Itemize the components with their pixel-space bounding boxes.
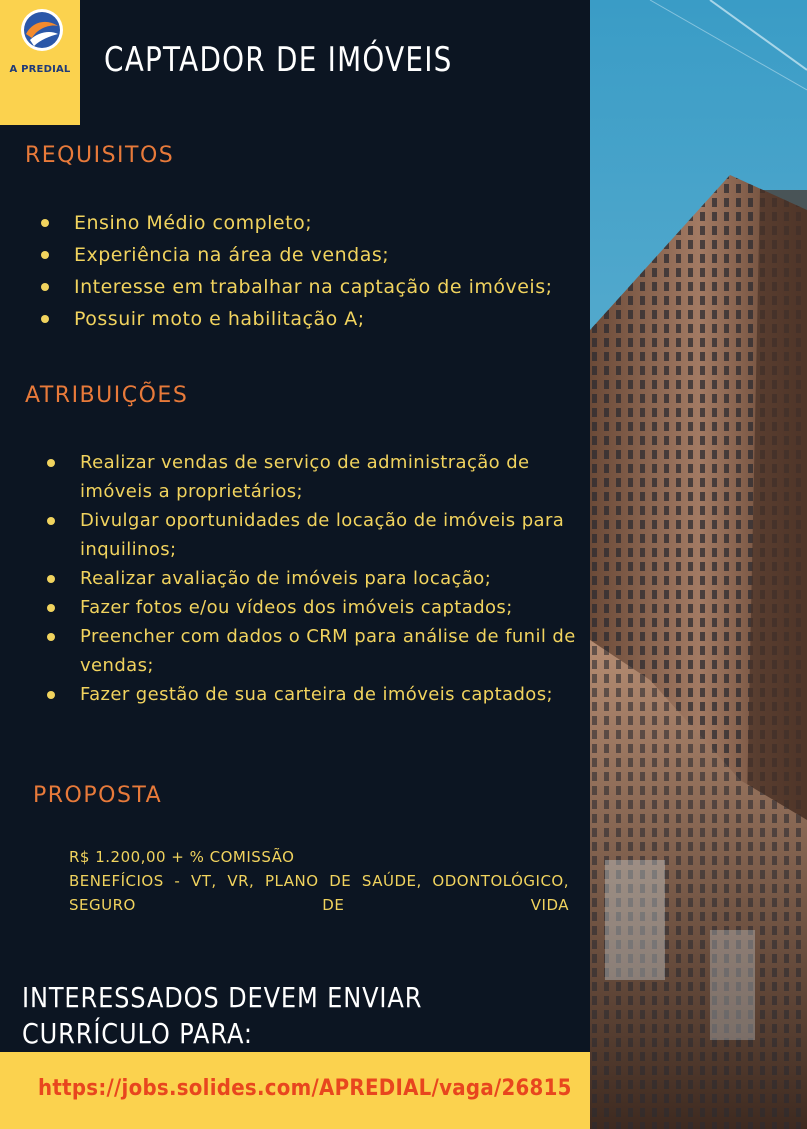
brand-name: A PREDIAL: [9, 64, 71, 75]
cta-text: [22, 980, 452, 1052]
requisitos-list: [32, 207, 577, 335]
salary-text: R$ 1.200,00 + % COMISSÃO: [69, 848, 295, 866]
list-item: Divulgar oportunidades de locação de imóveis para inquilinos;: [38, 506, 578, 564]
cta-line-1: INTERESSADOS DEVEM ENVIAR: [22, 981, 423, 1014]
cta-line-2: CURRÍCULO PARA:: [22, 1017, 253, 1050]
list-item: Fazer gestão de sua carteira de imóveis captados;: [38, 680, 578, 709]
application-link[interactable]: https://jobs.solides.com/APREDIAL/vaga/26815: [38, 1076, 572, 1101]
beneficios-text: BENEFÍCIOS - VT, VR, PLANO DE SAÚDE, ODONTOLÓGICO, SEGURO DE VIDA: [69, 872, 569, 914]
list-item: Preencher com dados o CRM para análise de funil de vendas;: [38, 622, 578, 680]
page-title: CAPTADOR DE IMÓVEIS: [104, 40, 453, 80]
list-item: Fazer fotos e/ou vídeos dos imóveis captados;: [38, 593, 578, 622]
list-item: Ensino Médio completo;: [32, 207, 577, 239]
proposta-details: [69, 845, 569, 917]
atribuicoes-heading: ATRIBUIÇÕES: [25, 383, 189, 408]
link-bar: [0, 1052, 590, 1129]
list-item: Realizar vendas de serviço de administração de imóveis a proprietários;: [38, 448, 578, 506]
building-photo: [590, 0, 807, 1129]
list-item: Realizar avaliação de imóveis para locação;: [38, 564, 578, 593]
atribuicoes-list: [38, 448, 578, 709]
logo-box: [0, 0, 80, 125]
proposta-heading: PROPOSTA: [33, 783, 163, 808]
logo-icon: [20, 8, 64, 52]
list-item: Experiência na área de vendas;: [32, 239, 577, 271]
requisitos-heading: REQUISITOS: [25, 143, 175, 168]
building-illustration: [590, 0, 807, 1129]
list-item: Interesse em trabalhar na captação de imóveis;: [32, 271, 577, 303]
list-item: Possuir moto e habilitação A;: [32, 303, 577, 335]
